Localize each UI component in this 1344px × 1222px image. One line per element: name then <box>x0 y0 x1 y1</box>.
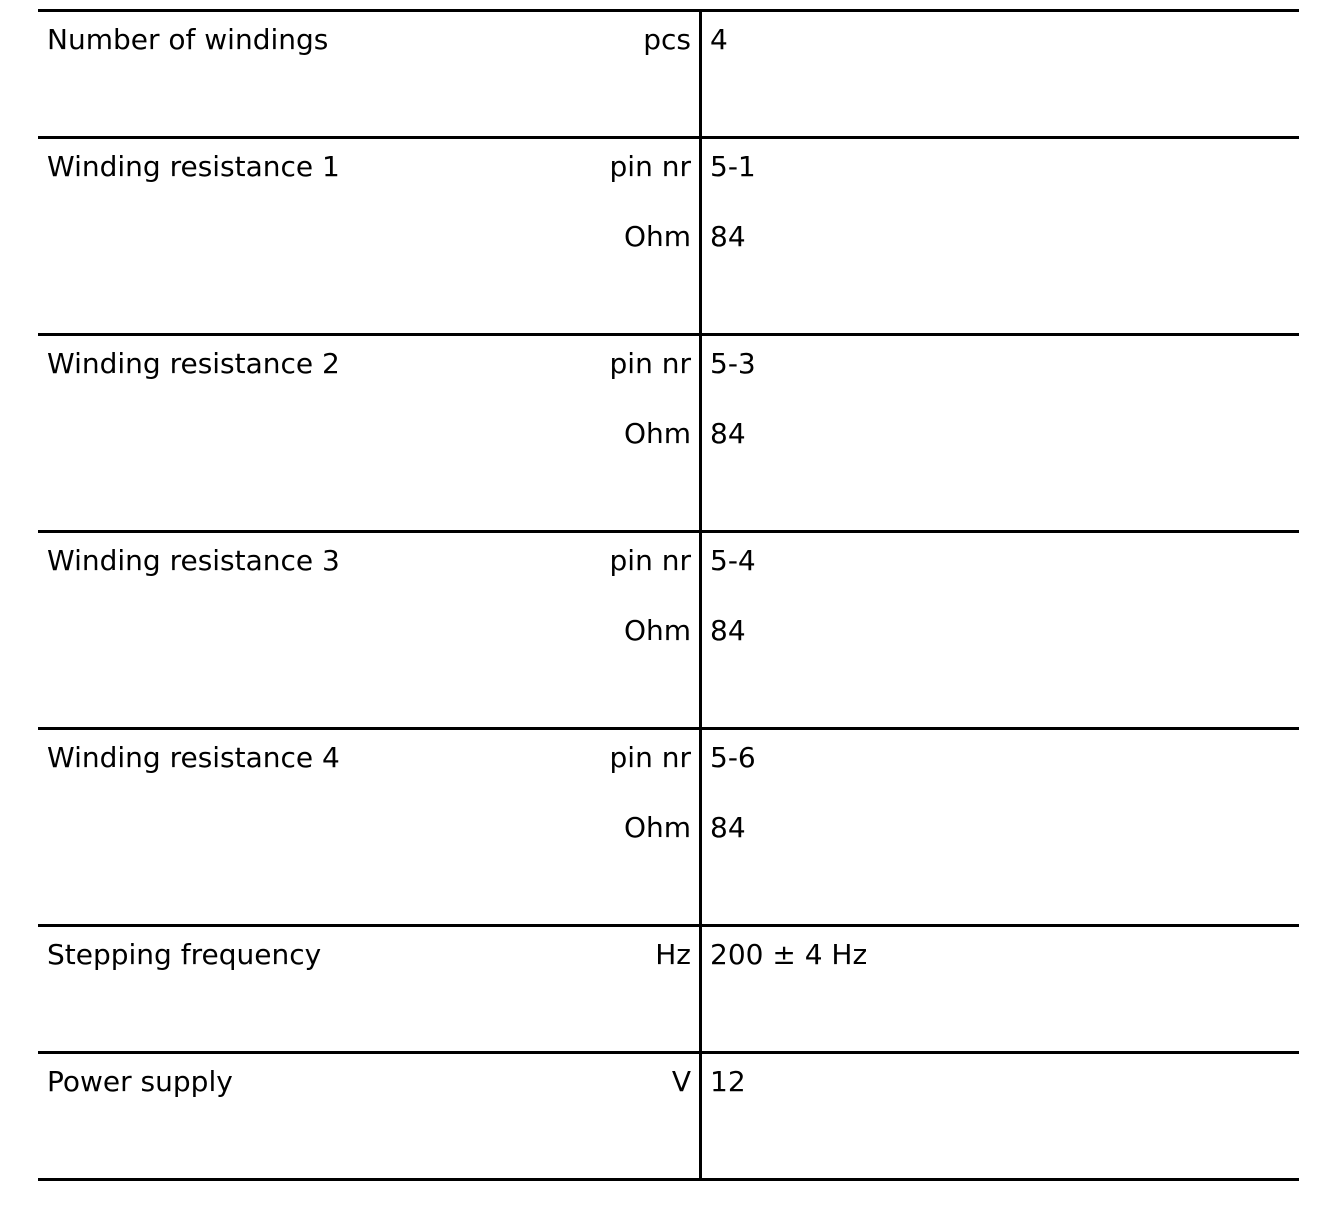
spec-table <box>38 9 1299 1181</box>
unit-label: pin nr <box>609 544 691 577</box>
spec-row-power-supply <box>38 1051 1299 1181</box>
spec-row-number-of-windings <box>38 9 1299 136</box>
spec-row-winding-resistance-3 <box>38 530 1299 727</box>
unit-label: V <box>671 1065 691 1098</box>
value-text: 12 <box>710 1065 746 1098</box>
row-label: Winding resistance 3 <box>47 544 340 577</box>
row-label: Winding resistance 1 <box>47 150 340 183</box>
value-text: 84 <box>710 811 746 844</box>
row-label: Number of windings <box>47 23 329 56</box>
spec-row-stepping-frequency <box>38 924 1299 1051</box>
spec-line <box>38 23 1299 57</box>
spec-row-winding-resistance-1 <box>38 136 1299 333</box>
unit-label: pcs <box>643 23 691 56</box>
spec-row-winding-resistance-4 <box>38 727 1299 924</box>
unit-label: pin nr <box>609 150 691 183</box>
row-label: Power supply <box>47 1065 233 1098</box>
value-text: 5-6 <box>710 741 756 774</box>
spec-line <box>38 347 1299 381</box>
value-text: 200 ± 4 Hz <box>710 938 868 971</box>
unit-label: Ohm <box>623 220 691 253</box>
value-text: 5-1 <box>710 150 756 183</box>
value-text: 5-3 <box>710 347 756 380</box>
unit-label: pin nr <box>609 741 691 774</box>
value-text: 5-4 <box>710 544 756 577</box>
unit-label: pin nr <box>609 347 691 380</box>
spec-line <box>38 220 1299 254</box>
spec-line <box>38 417 1299 451</box>
spec-line <box>38 544 1299 578</box>
unit-label: Ohm <box>623 811 691 844</box>
spec-line <box>38 938 1299 972</box>
spec-line <box>38 811 1299 845</box>
spec-line <box>38 614 1299 648</box>
row-label: Winding resistance 2 <box>47 347 340 380</box>
row-label: Winding resistance 4 <box>47 741 340 774</box>
value-text: 84 <box>710 417 746 450</box>
unit-label: Ohm <box>623 614 691 647</box>
unit-label: Hz <box>655 938 691 971</box>
value-text: 84 <box>710 220 746 253</box>
spec-line <box>38 150 1299 184</box>
spec-row-winding-resistance-2 <box>38 333 1299 530</box>
row-label: Stepping frequency <box>47 938 322 971</box>
spec-line <box>38 741 1299 775</box>
spec-line <box>38 1065 1299 1099</box>
value-text: 4 <box>710 23 728 56</box>
value-text: 84 <box>710 614 746 647</box>
unit-label: Ohm <box>623 417 691 450</box>
